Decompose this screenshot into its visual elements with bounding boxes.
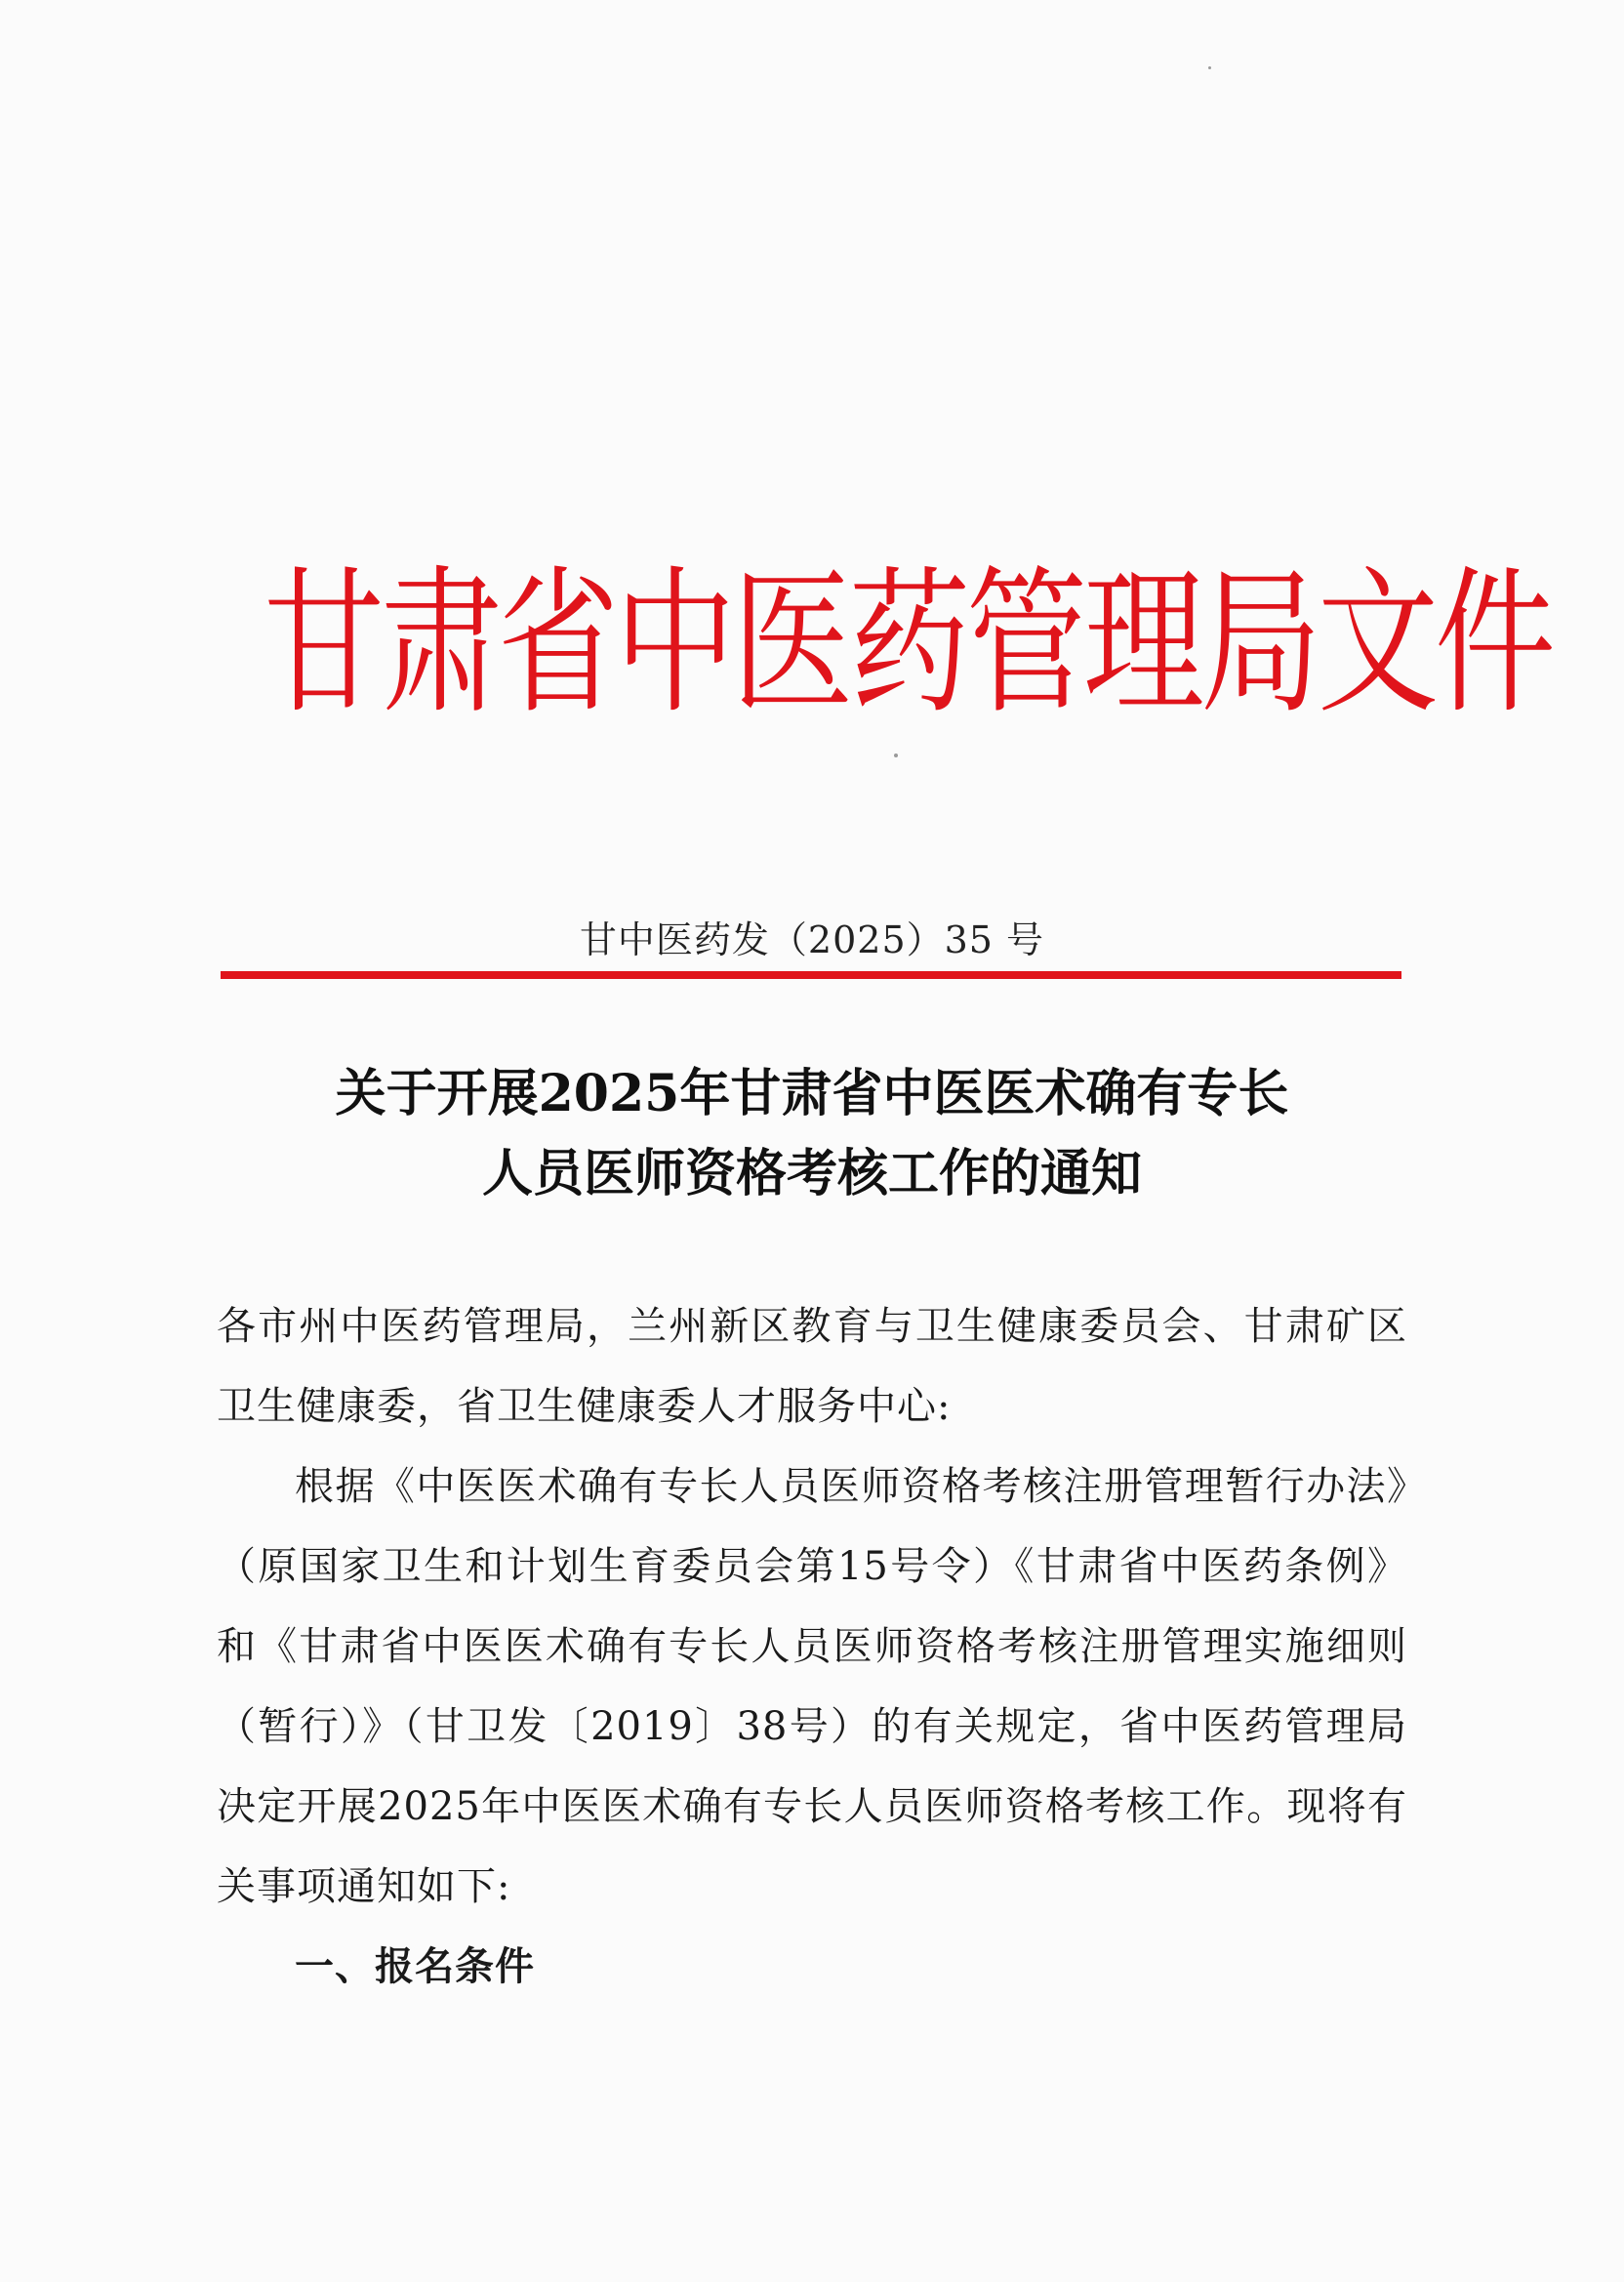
document-number: 甘中医药发（2025）35 号 <box>579 918 1045 961</box>
document-title <box>0 1054 1624 1214</box>
scan-speck <box>894 754 898 757</box>
scan-speck <box>1208 66 1211 69</box>
red-divider-line <box>221 971 1401 979</box>
body-paragraph: 根据《中医医术确有专长人员医师资格考核注册管理暂行办法》（原国家卫生和计划生育委员会第15号令）《甘肃省中医药条例》和《甘肃省中医医术确有专长人员医师资格考核注册管理实施细则（暂行）》（甘卫发〔2019〕38号）的有关规定，省中医药管理局决定开展2025年中医医术确有专长人员医师资格考核工作。现将有关事项通知如下: <box>217 1464 1407 1909</box>
document-body <box>217 1286 1407 2007</box>
section-heading: 一、报名条件 <box>295 1944 535 1989</box>
salutation: 各市州中医药管理局，兰州新区教育与卫生健康委员会、甘肃矿区卫生健康委，省卫生健康委人才服务中心: <box>217 1304 1407 1429</box>
title-line-1: 关于开展2025年甘肃省中医医术确有专长 <box>335 1064 1289 1123</box>
masthead-title: 甘肃省中医药管理局文件 <box>264 552 1553 736</box>
title-line-2: 人员医师资格考核工作的通知 <box>481 1144 1142 1203</box>
